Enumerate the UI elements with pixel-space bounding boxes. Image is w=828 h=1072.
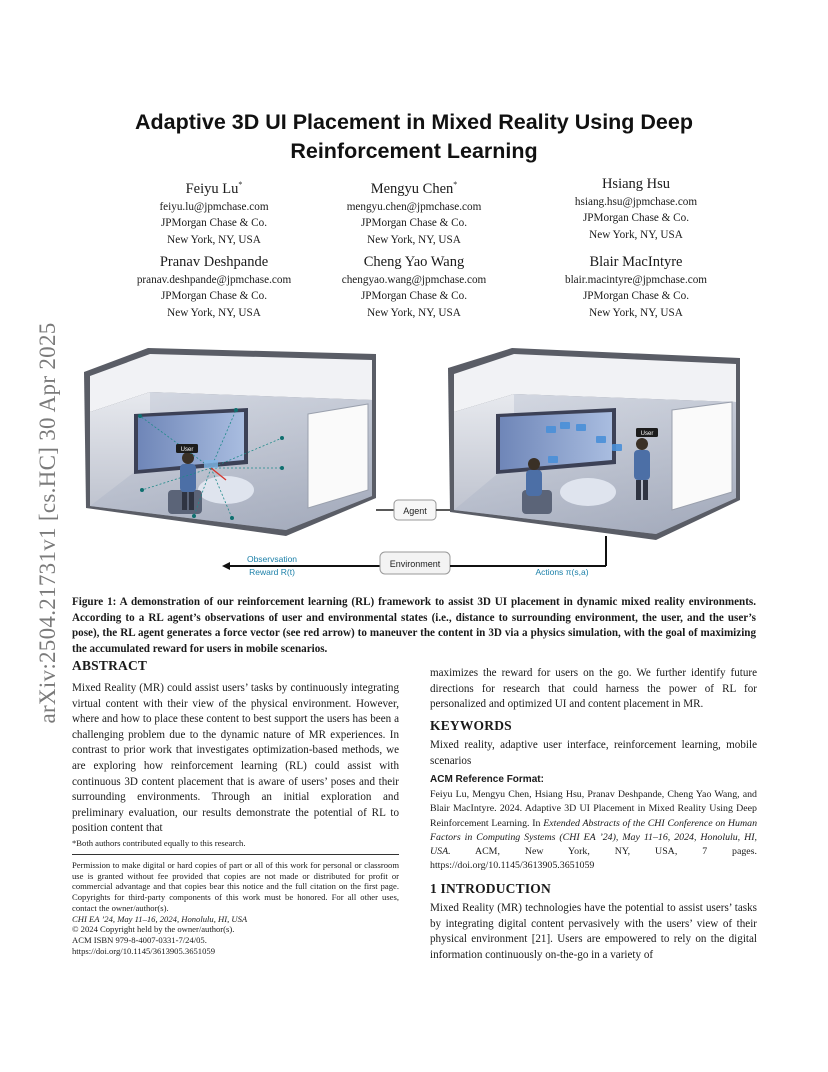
footnote-rule	[72, 854, 399, 855]
author-name: Cheng Yao Wang	[363, 254, 465, 270]
author-name: Feiyu Lu*	[185, 180, 243, 197]
abstract-continued: maximizes the reward for users on the go. We further identify future directions for research that could harness the power of RL for personalized and optimized UI and content placement in MR.	[430, 667, 757, 711]
author-location: New York, NY, USA	[367, 306, 461, 319]
paper-title	[90, 108, 738, 166]
reference-part: ACM, New York, NY, USA, 7 pages. https://doi.org/10.1145/3613905.3651059	[430, 846, 757, 872]
copyright-line: © 2024 Copyright held by the owner/author(s).	[72, 924, 235, 935]
room-right	[448, 348, 740, 540]
doi-link[interactable]: https://doi.org/10.1145/3613905.3651059	[72, 945, 215, 956]
title-line-2: Reinforcement Learning	[290, 139, 538, 163]
reference-part: Feiyu Lu, Mengyu Chen, Hsiang Hsu, Pranav Deshpande, Cheng Yao Wang, and Blair MacIntyre. 2024. Adaptive 3D UI Placement in Mixed Reality Using Deep Reinforcement Learning. In	[430, 789, 757, 829]
figure-caption: Figure 1: A demonstration of our reinforcement learning (RL) framework to assist 3D UI placement in dynamic mixed reality environments. According to a RL agent’s observations of user and environmental states (i.e., distance to surrounding environment, the user, and the user’s pose), the RL agent generates a force vector (see red arrow) to maneuver the content in 3D via a physics simulation, with the goal of maximizing the accumulated reward for users in mobile scenarios.	[72, 596, 756, 655]
author-email: feiyu.lu@jpmchase.com	[159, 200, 269, 213]
title-line-1: Adaptive 3D UI Placement in Mixed Reality Using Deep	[135, 110, 693, 134]
reward-label: Reward R(t)	[249, 567, 295, 577]
author-name: Mengyu Chen*	[370, 180, 458, 197]
author-email: hsiang.hsu@jpmchase.com	[574, 196, 698, 208]
introduction-text: Mixed Reality (MR) technologies have the potential to assist users’ tasks by integrating digital content pervasively with the users’ view of their physical environment [21]. Users are empowered to rely on the digital information continuously on-the-go in a variety of	[430, 902, 757, 961]
arxiv-id: arXiv:2504.21731v1 [cs.HC] 30 Apr 2025	[35, 322, 60, 724]
author-location: New York, NY, USA	[589, 228, 683, 241]
user-label-left: User	[180, 447, 194, 453]
author-name: Pranav Deshpande	[159, 254, 269, 270]
author-block	[516, 175, 756, 243]
abstract-body	[72, 681, 399, 837]
reference-format-text	[430, 788, 757, 874]
author-email: pranav.deshpande@jpmchase.com	[136, 274, 292, 286]
author-email: blair.macintyre@jpmchase.com	[564, 274, 708, 286]
permission-text: Permission to make digital or hard copies of part or all of this work for personal or classroom use is granted without fee provided that copies are not made or distributed for profit or commercial advantage and that copies bear this notice and the full citation on the first page. Copyrights for third-party components of this work must be honored. For all other uses, contact the owner/author(s).	[72, 860, 399, 913]
environment-label: Environment	[389, 559, 441, 569]
author-block	[294, 175, 534, 248]
author-location: New York, NY, USA	[167, 233, 261, 246]
abstract-heading: ABSTRACT	[72, 658, 148, 673]
author-org: JPMorgan Chase & Co.	[582, 290, 690, 303]
author-location: New York, NY, USA	[167, 306, 261, 319]
author-email: mengyu.chen@jpmchase.com	[346, 200, 482, 213]
permission-block	[72, 860, 399, 956]
author-name: Hsiang Hsu	[601, 176, 671, 192]
user-label-right: User	[640, 431, 654, 437]
author-block	[516, 253, 756, 321]
reference-format-heading: ACM Reference Format:	[430, 774, 544, 785]
observation-label: Observsation	[246, 554, 298, 564]
actions-label: Actions π(s,a)	[535, 567, 589, 577]
author-name: Blair MacIntyre	[589, 254, 683, 270]
keywords-heading: KEYWORDS	[430, 718, 512, 733]
introduction-heading: 1 INTRODUCTION	[430, 881, 551, 896]
arxiv-stamp	[35, 288, 60, 758]
author-email: chengyao.wang@jpmchase.com	[341, 274, 487, 286]
figure-1	[76, 340, 756, 580]
room-left	[84, 348, 376, 536]
isbn-line: ACM ISBN 979-8-4007-0331-7/24/05.	[72, 934, 207, 945]
keywords-text: Mixed reality, adaptive user interface, reinforcement learning, mobile scenarios	[430, 739, 757, 767]
author-org: JPMorgan Chase & Co.	[582, 212, 690, 225]
author-org: JPMorgan Chase & Co.	[160, 290, 268, 303]
conference-line: CHI EA ’24, May 11–16, 2024, Honolulu, HI, USA	[72, 913, 248, 924]
author-location: New York, NY, USA	[589, 306, 683, 319]
author-org: JPMorgan Chase & Co.	[360, 290, 468, 303]
agent-label: Agent	[403, 506, 427, 516]
reference-venue: Extended Abstracts of the CHI Conference on Human Factors in Computing Systems (CHI EA ’24), May 11–16, 2024, Honolulu, HI, USA.	[430, 817, 758, 858]
author-org: JPMorgan Chase & Co.	[160, 217, 268, 230]
abstract-text: Mixed Reality (MR) could assist users’ tasks by continuously integrating virtual content with their view of the physical environment. However, where and how to place these content to best support the users has been a challenging problem due to the dynamic nature of MR experiences. In contrast to prior work that investigates optimization-based methods, we are exploring how reinforcement learning (RL) could assist with continuous 3D content placement that is aware of users’ poses and their surrounding environments. Through an initial exploration and preliminary evaluation, our results demonstrate the potential of RL to position content that	[72, 682, 399, 835]
footnote-equal: *Both authors contributed equally to this research.	[72, 838, 246, 848]
author-org: JPMorgan Chase & Co.	[360, 217, 468, 230]
author-block	[294, 253, 534, 321]
author-location: New York, NY, USA	[367, 233, 461, 246]
